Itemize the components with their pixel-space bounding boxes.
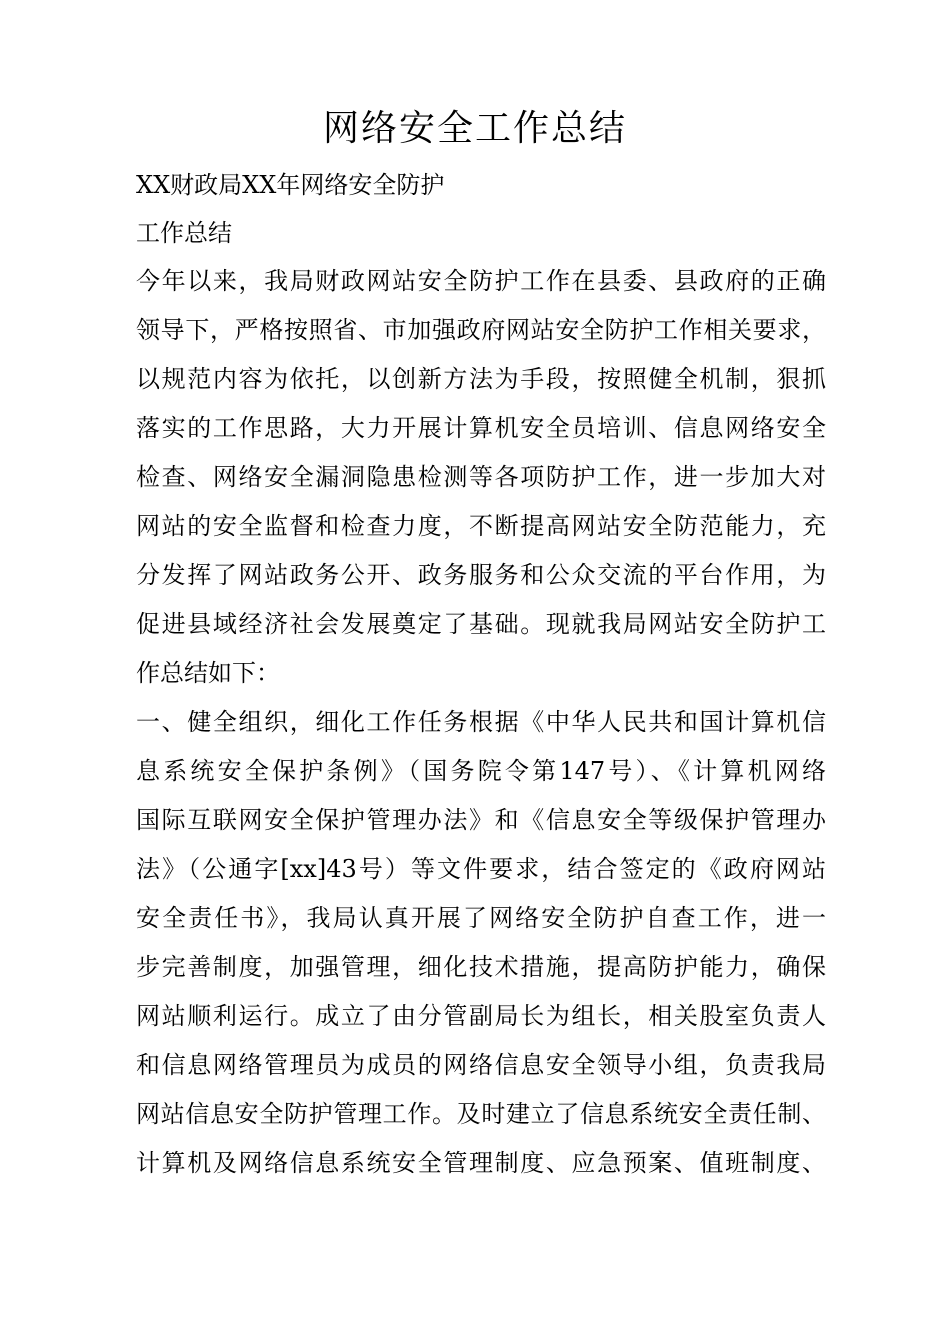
- body-line: 步完善制度，加强管理，细化技术措施，提高防护能力，确保: [136, 953, 826, 981]
- body-line: 法》（公通字[xx]43号）等文件要求，结合签定的《政府网站: [136, 855, 826, 883]
- body-line: 分发挥了网站政务公开、政务服务和公众交流的平台作用，为: [136, 561, 826, 589]
- body-line: 和信息网络管理员为成员的网络信息安全领导小组，负责我局: [136, 1051, 826, 1079]
- body-line: 落实的工作思路，大力开展计算机安全员培训、信息网络安全: [136, 414, 826, 442]
- body-line: 一、健全组织，细化工作任务根据《中华人民共和国计算机信: [136, 708, 826, 736]
- body-line: 领导下，严格按照省、市加强政府网站安全防护工作相关要求，: [136, 316, 826, 344]
- body-line: 网站的安全监督和检查力度，不断提高网站安全防范能力，充: [136, 512, 826, 540]
- body-line: 国际互联网安全保护管理办法》和《信息安全等级保护管理办: [136, 806, 826, 834]
- body-line: 检查、网络安全漏洞隐患检测等各项防护工作，进一步加大对: [136, 463, 826, 491]
- body-line: 网站信息安全防护管理工作。及时建立了信息系统安全责任制、: [136, 1100, 826, 1128]
- body-line: 促进县域经济社会发展奠定了基础。现就我局网站安全防护工: [136, 610, 826, 638]
- body-line: 网站顺利运行。成立了由分管副局长为组长，相关股室负责人: [136, 1002, 826, 1030]
- body-line: 今年以来，我局财政网站安全防护工作在县委、县政府的正确: [136, 267, 826, 295]
- body-line: 安全责任书》，我局认真开展了网络安全防护自查工作，进一: [136, 904, 826, 932]
- document-title: 网络安全工作总结: [322, 108, 627, 149]
- body-line: 息系统安全保护条例》（国务院令第147号）、《计算机网络: [136, 757, 826, 785]
- body-line: 作总结如下：: [136, 659, 280, 687]
- body-line: 计算机及网络信息系统安全管理制度、应急预案、值班制度、: [136, 1149, 826, 1177]
- subtitle-line-2: 工作总结: [136, 219, 232, 247]
- subtitle-line-1: XX财政局XX年网络安全防护: [136, 171, 445, 199]
- body-line: 以规范内容为依托，以创新方法为手段，按照健全机制，狠抓: [136, 365, 826, 393]
